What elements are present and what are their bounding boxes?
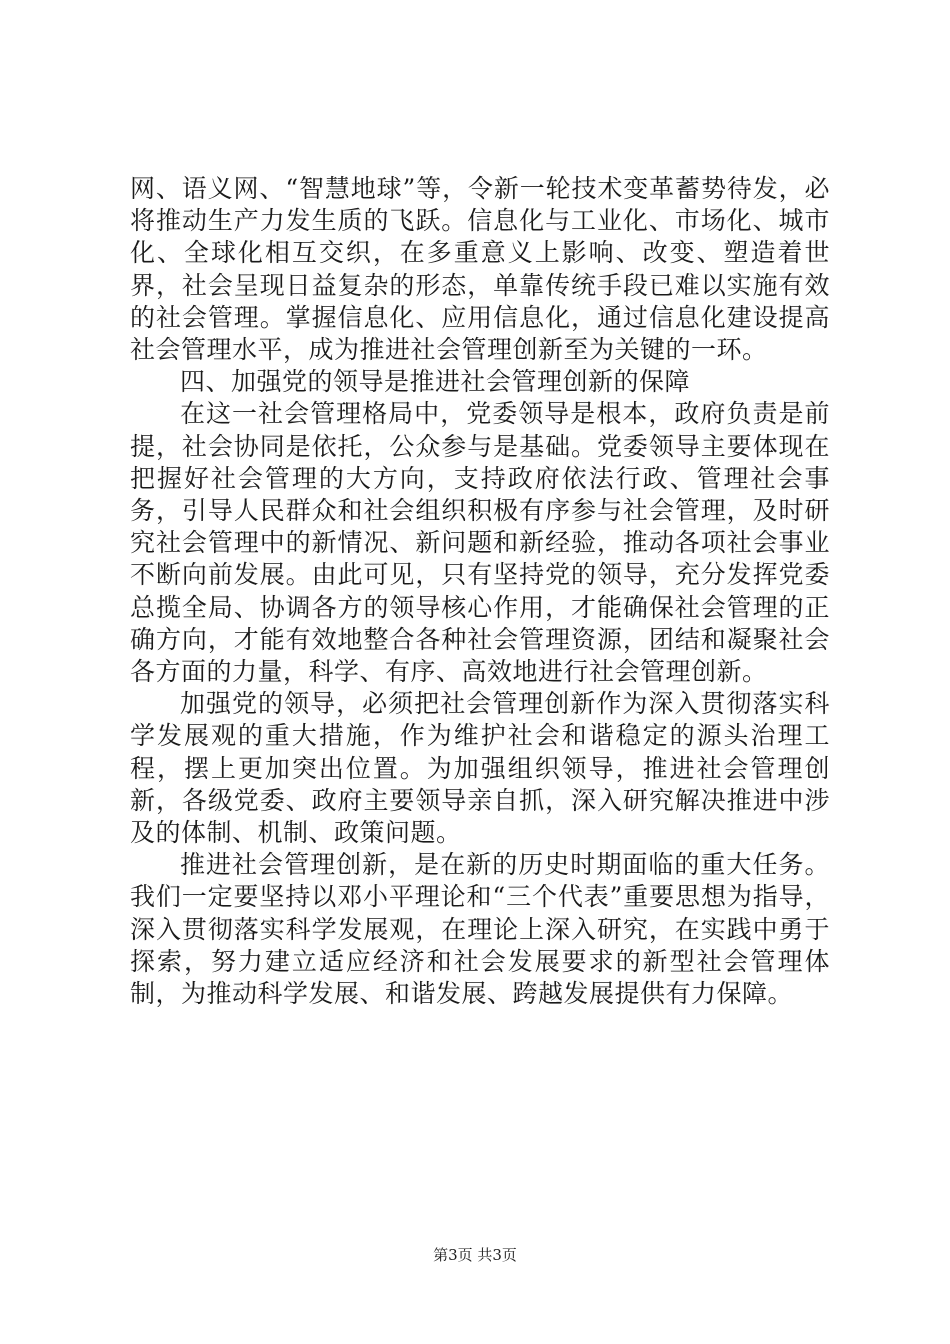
paragraph-continuation: 网、语义网、“智慧地球”等，令新一轮技术变革蓄势待发，必将推动生产力发生质的飞跃。信息化与工业化、市场化、城市化、全球化相互交织，在多重意义上影响、改变、塑造着世界，社会呈现日益复杂的形态，单靠传统手段已难以实施有效的社会管理。掌握信息化、应用信息化，通过信息化建设提高社会管理水平，成为推进社会管理创新至为关键的一环。 (130, 174, 830, 365)
document-body (130, 173, 830, 1010)
paragraph-conclusion: 推进社会管理创新，是在新的历史时期面临的重大任务。我们一定要坚持以邓小平理论和“三个代表”重要思想为指导，深入贯彻落实科学发展观，在理论上深入研究，在实践中勇于探索，努力建立适应经济和社会发展要求的新型社会管理体制，为推动科学发展、和谐发展、跨越发展提供有力保障。 (130, 850, 830, 1009)
section-heading: 四、加强党的领导是推进社会管理创新的保障 (180, 367, 691, 397)
page-footer: 第3页 共3页 (433, 1246, 517, 1264)
paragraph-party-leadership: 在这一社会管理格局中，党委领导是根本，政府负责是前提，社会协同是依托，公众参与是基础。党委领导主要体现在把握好社会管理的大方向，支持政府依法行政、管理社会事务，引导人民群众和社会组织积极有序参与社会管理，及时研究社会管理中的新情况、新问题和新经验，推动各项社会事业不断向前发展。由此可见，只有坚持党的领导，充分发挥党委总揽全局、协调各方的领导核心作用，才能确保社会管理的正确方向，才能有效地整合各种社会管理资源，团结和凝聚社会各方面的力量，科学、有序、高效地进行社会管理创新。 (130, 399, 830, 687)
paragraph-strengthen-leadership: 加强党的领导，必须把社会管理创新作为深入贯彻落实科学发展观的重大措施，作为维护社会和谐稳定的源头治理工程，摆上更加突出位置。为加强组织领导，推进社会管理创新，各级党委、政府主要领导亲自抓，深入研究解决推进中涉及的体制、机制、政策问题。 (130, 689, 830, 848)
